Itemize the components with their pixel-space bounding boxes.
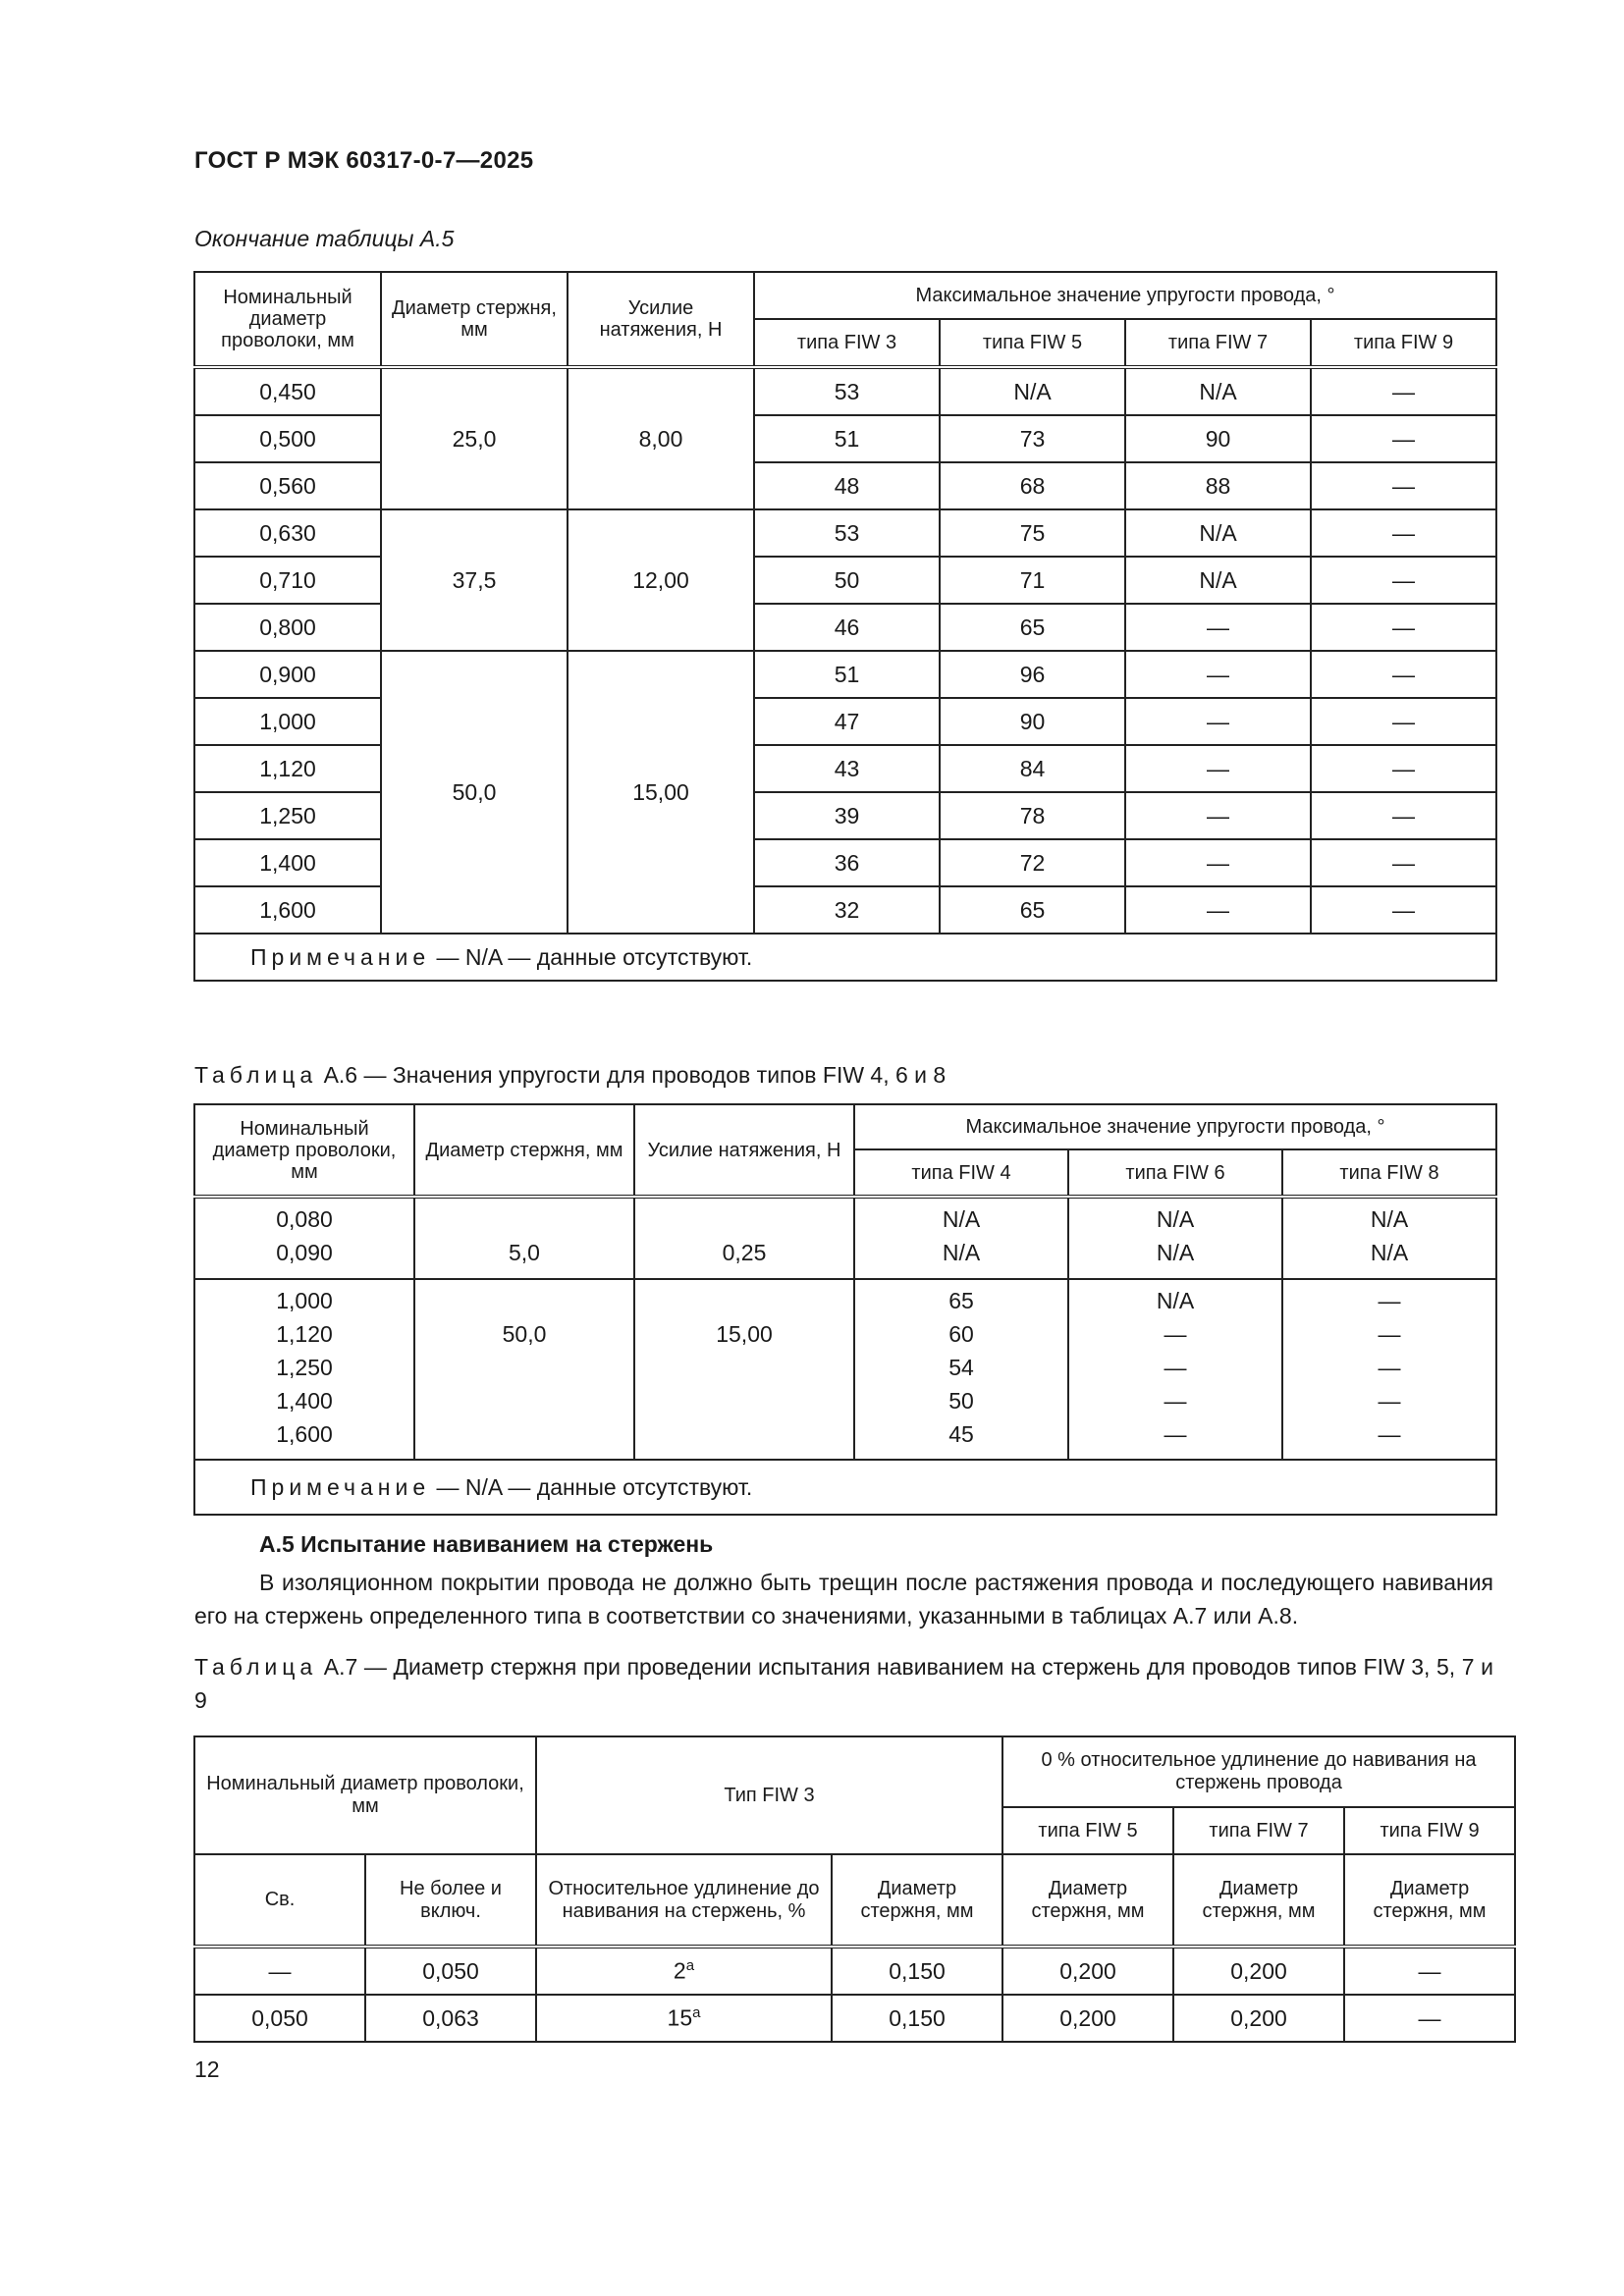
caption-label: Таблица <box>194 1062 318 1088</box>
col-header-diameter: Номинальный диаметр проволоки, мм <box>194 272 381 367</box>
caption-text: А.6 — Значения упругости для проводов типов FIW 4, 6 и 8 <box>317 1062 947 1088</box>
col-header-max: Максимальное значение упругости провода, ° <box>854 1104 1496 1149</box>
cell: 0,200 <box>1173 1995 1344 2042</box>
value: — <box>1378 1355 1401 1380</box>
cell: 53 <box>754 367 940 415</box>
col-header-force: Усилие натяжения, Н <box>568 272 754 367</box>
value: — <box>1378 1321 1401 1347</box>
document-header: ГОСТ Р МЭК 60317-0-7—2025 <box>194 147 534 174</box>
cell: 0,150 <box>832 1947 1002 1995</box>
note-label: Примечание <box>250 1474 431 1500</box>
col-header-type3: Тип FIW 3 <box>536 1736 1002 1854</box>
value: N/A <box>942 1206 981 1232</box>
value: 65 <box>948 1288 974 1313</box>
cell <box>536 1947 832 1995</box>
cell: 75 <box>940 509 1125 557</box>
cell: — <box>1125 792 1311 839</box>
cell: — <box>1311 604 1496 651</box>
cell: 51 <box>754 651 940 698</box>
cell-force <box>634 1197 854 1279</box>
table-block <box>194 1197 1496 1279</box>
page-number: 12 <box>194 2056 220 2082</box>
value: — <box>1378 1421 1401 1447</box>
value: 0,080 <box>276 1206 333 1232</box>
cell: 1,400 <box>194 839 381 886</box>
note-label: Примечание <box>250 943 431 970</box>
cell: 46 <box>754 604 940 651</box>
table-row <box>194 1947 1515 1995</box>
cell: N/A <box>1125 557 1311 604</box>
col-header-rod9: Диаметр стержня, мм <box>1344 1854 1515 1947</box>
col-header-rod: Диаметр стержня, мм <box>381 272 568 367</box>
value: 1,000 <box>276 1288 333 1313</box>
value: 5,0 <box>509 1240 540 1265</box>
cell: 1,600 <box>194 886 381 934</box>
cell: 32 <box>754 886 940 934</box>
cell: 88 <box>1125 462 1311 509</box>
caption-text: А.7 — Диаметр стержня при проведении испытания навиванием на стержень для проводов типов FIW 3, 5, 7 и 9 <box>194 1654 1493 1713</box>
cell-rod <box>414 1279 634 1460</box>
value: — <box>1378 1288 1401 1313</box>
table-a6-caption <box>194 1062 946 1089</box>
cell: 65 <box>940 886 1125 934</box>
cell: 0,200 <box>1002 1947 1173 1995</box>
cell-diameters <box>194 1279 414 1460</box>
cell-force: 15,00 <box>568 651 754 934</box>
value: N/A <box>1370 1206 1409 1232</box>
cell: 90 <box>1125 415 1311 462</box>
cell: 90 <box>940 698 1125 745</box>
table-note <box>194 934 1496 981</box>
col-header-fiw7: типа FIW 7 <box>1173 1807 1344 1854</box>
cell: 53 <box>754 509 940 557</box>
col-header-fiw3: типа FIW 3 <box>754 319 940 367</box>
cell: 1,120 <box>194 745 381 792</box>
cell: N/A <box>940 367 1125 415</box>
cell-rod: 25,0 <box>381 367 568 509</box>
col-header-fiw9: типа FIW 9 <box>1344 1807 1515 1854</box>
value: — <box>1164 1421 1187 1447</box>
value: — <box>1164 1388 1187 1414</box>
table-a7-caption <box>194 1650 1493 1717</box>
cell: 84 <box>940 745 1125 792</box>
col-header-rod5: Диаметр стержня, мм <box>1002 1854 1173 1947</box>
value: 0,25 <box>722 1240 767 1265</box>
cell: — <box>1125 651 1311 698</box>
col-header-rod: Диаметр стержня, мм <box>414 1104 634 1197</box>
cell: — <box>1311 651 1496 698</box>
table-a5-caption: Окончание таблицы А.5 <box>194 226 455 251</box>
cell: 1,000 <box>194 698 381 745</box>
cell: — <box>1311 367 1496 415</box>
col-header-to: Не более и включ. <box>365 1854 536 1947</box>
table-block <box>194 1279 1496 1460</box>
value: 1,250 <box>276 1355 333 1380</box>
cell: 51 <box>754 415 940 462</box>
cell: 1,250 <box>194 792 381 839</box>
table-row <box>194 651 1496 698</box>
cell: N/A <box>1125 367 1311 415</box>
cell: 47 <box>754 698 940 745</box>
table-row <box>194 1995 1515 2042</box>
cell: 0,050 <box>194 1995 365 2042</box>
footnote-mark: a <box>692 2004 701 2022</box>
cell: — <box>1311 557 1496 604</box>
footnote-mark: a <box>685 1957 695 1975</box>
col-header-max: Максимальное значение упругости провода, ° <box>754 272 1496 319</box>
cell: — <box>1125 886 1311 934</box>
cell: 0,200 <box>1002 1995 1173 2042</box>
value: — <box>1164 1321 1187 1347</box>
value: 50,0 <box>502 1321 547 1347</box>
table-a5 <box>193 271 1497 982</box>
cell: 72 <box>940 839 1125 886</box>
table-a6 <box>193 1103 1497 1516</box>
value: — <box>1378 1388 1401 1414</box>
cell: 0,500 <box>194 415 381 462</box>
value: N/A <box>1370 1240 1409 1265</box>
cell-force <box>634 1279 854 1460</box>
col-header-fiw9: типа FIW 9 <box>1311 319 1496 367</box>
value: 45 <box>948 1421 974 1447</box>
cell: — <box>1311 509 1496 557</box>
value: N/A <box>1156 1288 1195 1313</box>
cell-fiw4 <box>854 1279 1068 1460</box>
value: — <box>1164 1355 1187 1380</box>
col-header-from: Св. <box>194 1854 365 1947</box>
cell: 0,050 <box>365 1947 536 1995</box>
value: N/A <box>1156 1206 1195 1232</box>
cell: — <box>1344 1947 1515 1995</box>
section-heading: А.5 Испытание навиванием на стержень <box>259 1531 714 1557</box>
col-header-rel-elong: Относительное удлинение до навивания на стержень, % <box>536 1854 832 1947</box>
table-note <box>194 1460 1496 1515</box>
cell-diameters <box>194 1197 414 1279</box>
cell: 96 <box>940 651 1125 698</box>
col-header-diameter: Номинальный диаметр проволоки, мм <box>194 1736 536 1854</box>
caption-label: Таблица <box>194 1654 318 1680</box>
table-a7 <box>193 1735 1516 2043</box>
cell: 65 <box>940 604 1125 651</box>
cell: 0,630 <box>194 509 381 557</box>
cell: 0,900 <box>194 651 381 698</box>
value: 15,00 <box>716 1321 773 1347</box>
cell: — <box>1125 839 1311 886</box>
col-header-rod7: Диаметр стержня, мм <box>1173 1854 1344 1947</box>
cell: 0,560 <box>194 462 381 509</box>
cell-rod: 50,0 <box>381 651 568 934</box>
table-row <box>194 509 1496 557</box>
cell: 78 <box>940 792 1125 839</box>
value: 50 <box>948 1388 974 1414</box>
cell-fiw6 <box>1068 1279 1282 1460</box>
cell: 68 <box>940 462 1125 509</box>
cell <box>536 1995 832 2042</box>
col-header-fiw4: типа FIW 4 <box>854 1149 1068 1197</box>
cell: 0,063 <box>365 1995 536 2042</box>
value: 0,090 <box>276 1240 333 1265</box>
value: 54 <box>948 1355 974 1380</box>
value: 15 <box>667 2004 693 2031</box>
col-header-fiw5: типа FIW 5 <box>940 319 1125 367</box>
cell-fiw8 <box>1282 1197 1496 1279</box>
cell-force: 8,00 <box>568 367 754 509</box>
cell: 48 <box>754 462 940 509</box>
value: 2 <box>673 1957 686 1984</box>
cell-fiw4 <box>854 1197 1068 1279</box>
col-header-fiw6: типа FIW 6 <box>1068 1149 1282 1197</box>
value: 60 <box>948 1321 974 1347</box>
cell: 71 <box>940 557 1125 604</box>
table-note-row <box>194 934 1496 981</box>
cell: — <box>1311 462 1496 509</box>
cell: — <box>194 1947 365 1995</box>
cell-rod: 37,5 <box>381 509 568 651</box>
cell: — <box>1311 886 1496 934</box>
cell: 0,450 <box>194 367 381 415</box>
cell: — <box>1344 1995 1515 2042</box>
cell-fiw6 <box>1068 1197 1282 1279</box>
cell: — <box>1311 415 1496 462</box>
value: N/A <box>942 1240 981 1265</box>
cell: — <box>1125 745 1311 792</box>
col-header-fiw8: типа FIW 8 <box>1282 1149 1496 1197</box>
cell: 0,200 <box>1173 1947 1344 1995</box>
cell-rod <box>414 1197 634 1279</box>
cell: 0,800 <box>194 604 381 651</box>
cell: — <box>1125 604 1311 651</box>
value: N/A <box>1156 1240 1195 1265</box>
table-note-row <box>194 1460 1496 1515</box>
table-row <box>194 367 1496 415</box>
cell: 0,710 <box>194 557 381 604</box>
cell: — <box>1311 745 1496 792</box>
cell: — <box>1125 698 1311 745</box>
section-paragraph: В изоляционном покрытии провода не должно быть трещин после растяжения провода и последующего навивания его на стержень определенного типа в соответствии со значениями, указанными в таблицах А.7 или А.8. <box>194 1570 1493 1629</box>
cell: 43 <box>754 745 940 792</box>
cell: 0,150 <box>832 1995 1002 2042</box>
cell-force: 12,00 <box>568 509 754 651</box>
note-text: — N/A — данные отсутствуют. <box>430 1474 753 1500</box>
cell: N/A <box>1125 509 1311 557</box>
col-header-rod3: Диаметр стержня, мм <box>832 1854 1002 1947</box>
value: 1,120 <box>276 1321 333 1347</box>
note-text: — N/A — данные отсутствуют. <box>430 943 753 970</box>
cell: 36 <box>754 839 940 886</box>
cell: 50 <box>754 557 940 604</box>
col-header-diameter: Номинальный диаметр проволоки, мм <box>194 1104 414 1197</box>
value: 1,400 <box>276 1388 333 1414</box>
cell: — <box>1311 792 1496 839</box>
col-header-force: Усилие натяжения, Н <box>634 1104 854 1197</box>
cell: 39 <box>754 792 940 839</box>
value: 1,600 <box>276 1421 333 1447</box>
col-header-fiw5: типа FIW 5 <box>1002 1807 1173 1854</box>
cell: — <box>1311 839 1496 886</box>
col-header-elong0: 0 % относительное удлинение до навивания на стержень провода <box>1002 1736 1515 1807</box>
cell: — <box>1311 698 1496 745</box>
cell: 73 <box>940 415 1125 462</box>
col-header-fiw7: типа FIW 7 <box>1125 319 1311 367</box>
cell-fiw8 <box>1282 1279 1496 1460</box>
